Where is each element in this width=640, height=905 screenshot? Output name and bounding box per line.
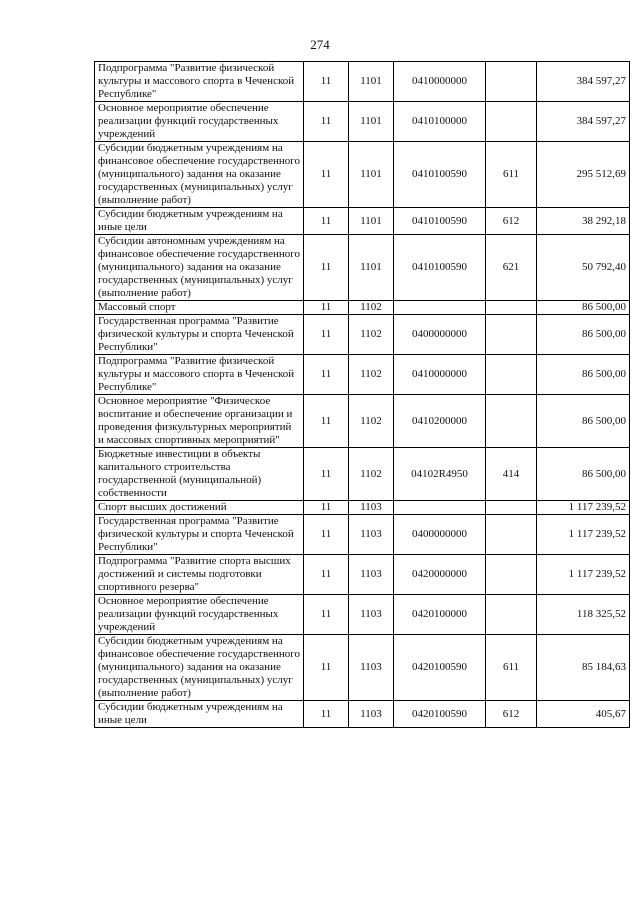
row-section-cell: 11 — [304, 701, 349, 728]
row-expense-type-cell: 414 — [486, 448, 537, 501]
row-target-article-cell: 0420100590 — [394, 635, 486, 701]
row-sum-cell: 1 117 239,52 — [537, 501, 630, 515]
row-subsection-cell: 1102 — [349, 315, 394, 355]
row-expense-type-cell — [486, 395, 537, 448]
row-expense-type-cell — [486, 301, 537, 315]
row-expense-type-cell — [486, 555, 537, 595]
row-target-article-cell: 04102R4950 — [394, 448, 486, 501]
row-section-cell: 11 — [304, 301, 349, 315]
table-row — [95, 395, 630, 448]
row-target-article-cell: 0420100000 — [394, 595, 486, 635]
row-name-cell: Основное мероприятие обеспечение реализации функций государственных учреждений — [95, 595, 304, 635]
row-name-cell: Подпрограмма "Развитие физической культуры и массового спорта в Чеченской Республике" — [95, 62, 304, 102]
row-subsection-cell: 1103 — [349, 635, 394, 701]
table-body — [95, 62, 630, 728]
row-section-cell: 11 — [304, 395, 349, 448]
row-subsection-cell: 1101 — [349, 142, 394, 208]
row-sum-cell: 118 325,52 — [537, 595, 630, 635]
row-expense-type-cell — [486, 595, 537, 635]
row-name-cell: Субсидии бюджетным учреждениям на иные цели — [95, 701, 304, 728]
row-sum-cell: 86 500,00 — [537, 395, 630, 448]
table-row — [95, 102, 630, 142]
row-subsection-cell: 1101 — [349, 102, 394, 142]
row-target-article-cell: 0400000000 — [394, 315, 486, 355]
row-sum-cell: 384 597,27 — [537, 102, 630, 142]
row-sum-cell: 86 500,00 — [537, 355, 630, 395]
row-target-article-cell — [394, 301, 486, 315]
row-expense-type-cell — [486, 62, 537, 102]
row-section-cell: 11 — [304, 515, 349, 555]
row-subsection-cell: 1101 — [349, 208, 394, 235]
row-name-cell: Подпрограмма "Развитие физической культуры и массового спорта в Чеченской Республике" — [95, 355, 304, 395]
row-section-cell: 11 — [304, 635, 349, 701]
row-section-cell: 11 — [304, 355, 349, 395]
table-row — [95, 235, 630, 301]
table-row — [95, 62, 630, 102]
row-subsection-cell: 1103 — [349, 515, 394, 555]
row-sum-cell: 86 500,00 — [537, 448, 630, 501]
row-subsection-cell: 1101 — [349, 62, 394, 102]
row-expense-type-cell — [486, 515, 537, 555]
row-section-cell: 11 — [304, 102, 349, 142]
row-sum-cell: 38 292,18 — [537, 208, 630, 235]
row-sum-cell: 1 117 239,52 — [537, 555, 630, 595]
row-target-article-cell: 0410100590 — [394, 142, 486, 208]
row-subsection-cell: 1102 — [349, 395, 394, 448]
row-section-cell: 11 — [304, 555, 349, 595]
row-subsection-cell: 1103 — [349, 701, 394, 728]
page-number: 274 — [310, 37, 330, 52]
row-sum-cell: 1 117 239,52 — [537, 515, 630, 555]
row-subsection-cell: 1102 — [349, 301, 394, 315]
row-target-article-cell: 0410100000 — [394, 102, 486, 142]
row-sum-cell: 85 184,63 — [537, 635, 630, 701]
row-target-article-cell — [394, 501, 486, 515]
table-row — [95, 595, 630, 635]
table-row — [95, 355, 630, 395]
table-row — [95, 142, 630, 208]
row-name-cell: Спорт высших достижений — [95, 501, 304, 515]
row-expense-type-cell: 611 — [486, 142, 537, 208]
row-name-cell: Государственная программа "Развитие физической культуры и спорта Чеченской Республики" — [95, 515, 304, 555]
row-sum-cell: 405,67 — [537, 701, 630, 728]
row-subsection-cell: 1103 — [349, 501, 394, 515]
row-expense-type-cell — [486, 355, 537, 395]
row-name-cell: Бюджетные инвестиции в объекты капитального строительства государственной (муниципальной) собственности — [95, 448, 304, 501]
table-row — [95, 315, 630, 355]
row-subsection-cell: 1103 — [349, 555, 394, 595]
table-row — [95, 701, 630, 728]
row-expense-type-cell: 621 — [486, 235, 537, 301]
table-row — [95, 501, 630, 515]
row-name-cell: Массовый спорт — [95, 301, 304, 315]
row-sum-cell: 50 792,40 — [537, 235, 630, 301]
table-row — [95, 635, 630, 701]
row-target-article-cell: 0400000000 — [394, 515, 486, 555]
row-target-article-cell: 0410100590 — [394, 208, 486, 235]
row-subsection-cell: 1102 — [349, 448, 394, 501]
row-name-cell: Основное мероприятие обеспечение реализации функций государственных учреждений — [95, 102, 304, 142]
row-section-cell: 11 — [304, 62, 349, 102]
table-row — [95, 515, 630, 555]
row-name-cell: Субсидии бюджетным учреждениям на иные цели — [95, 208, 304, 235]
table-row — [95, 301, 630, 315]
row-expense-type-cell — [486, 315, 537, 355]
row-expense-type-cell: 612 — [486, 208, 537, 235]
row-section-cell: 11 — [304, 315, 349, 355]
row-expense-type-cell — [486, 501, 537, 515]
row-name-cell: Основное мероприятие "Физическое воспитание и обеспечение организации и проведения физкультурных мероприятий и массовых спортивных мероприятий" — [95, 395, 304, 448]
table-row — [95, 208, 630, 235]
row-target-article-cell: 0420000000 — [394, 555, 486, 595]
row-target-article-cell: 0410100590 — [394, 235, 486, 301]
row-name-cell: Государственная программа "Развитие физической культуры и спорта Чеченской Республики" — [95, 315, 304, 355]
row-target-article-cell: 0420100590 — [394, 701, 486, 728]
row-name-cell: Субсидии бюджетным учреждениям на финансовое обеспечение государственного (муниципального) задания на оказание государственных (муниципальных) услуг (выполнение работ) — [95, 635, 304, 701]
row-name-cell: Субсидии автономным учреждениям на финансовое обеспечение государственного (муниципального) задания на оказание государственных (муниципальных) услуг (выполнение работ) — [95, 235, 304, 301]
row-target-article-cell: 0410000000 — [394, 62, 486, 102]
row-target-article-cell: 0410200000 — [394, 395, 486, 448]
row-sum-cell: 384 597,27 — [537, 62, 630, 102]
row-section-cell: 11 — [304, 142, 349, 208]
row-name-cell: Подпрограмма "Развитие спорта высших достижений и системы подготовки спортивного резерва" — [95, 555, 304, 595]
row-section-cell: 11 — [304, 448, 349, 501]
row-target-article-cell: 0410000000 — [394, 355, 486, 395]
row-expense-type-cell: 612 — [486, 701, 537, 728]
row-sum-cell: 86 500,00 — [537, 301, 630, 315]
row-section-cell: 11 — [304, 208, 349, 235]
row-sum-cell: 86 500,00 — [537, 315, 630, 355]
row-section-cell: 11 — [304, 595, 349, 635]
row-section-cell: 11 — [304, 501, 349, 515]
row-subsection-cell: 1102 — [349, 355, 394, 395]
row-section-cell: 11 — [304, 235, 349, 301]
budget-table — [94, 61, 630, 728]
row-expense-type-cell: 611 — [486, 635, 537, 701]
table-row — [95, 448, 630, 501]
row-expense-type-cell — [486, 102, 537, 142]
row-subsection-cell: 1101 — [349, 235, 394, 301]
row-name-cell: Субсидии бюджетным учреждениям на финансовое обеспечение государственного (муниципального) задания на оказание государственных (муниципальных) услуг (выполнение работ) — [95, 142, 304, 208]
row-sum-cell: 295 512,69 — [537, 142, 630, 208]
table-row — [95, 555, 630, 595]
row-subsection-cell: 1103 — [349, 595, 394, 635]
